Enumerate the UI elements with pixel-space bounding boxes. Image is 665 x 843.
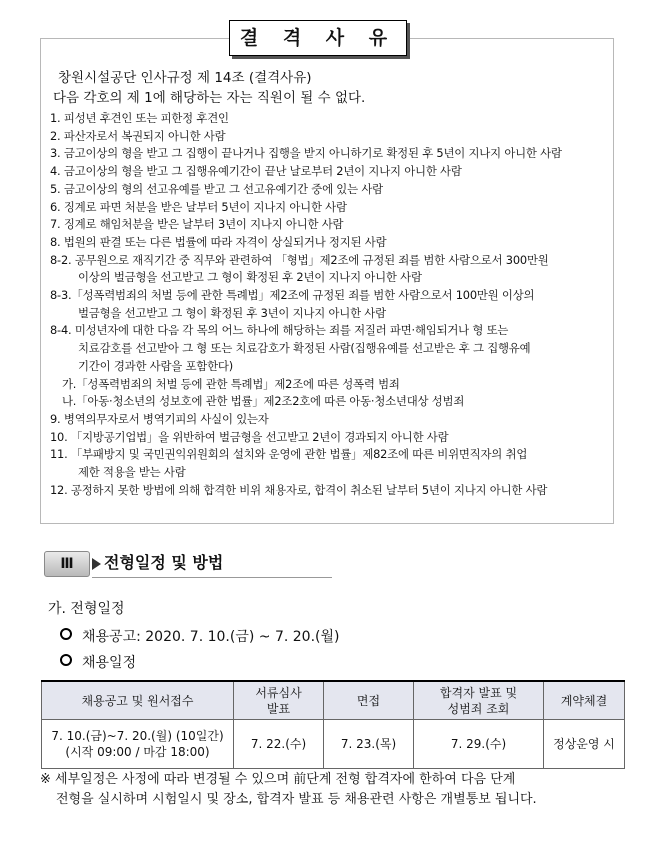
list-item: 10. 「지방공기업법」을 위반하여 벌금형을 선고받고 2년이 경과되지 아니한 사람 xyxy=(50,429,449,444)
section-number: Ⅲ xyxy=(44,551,90,577)
disqualification-title: 결 격 사 유 xyxy=(229,20,407,56)
schedule-subtitle: 가. 전형일정 xyxy=(48,601,125,617)
schedule-table xyxy=(41,680,625,769)
list-item: 1. 피성년 후견인 또는 피한정 후견인 xyxy=(50,111,229,125)
list-item: 7. 징계로 해임처분을 받은 날부터 3년이 지나지 아니한 사람 xyxy=(50,217,344,232)
list-item: 치료감호를 선고받아 그 형 또는 치료감호가 확정된 사람(집행유예를 선고받은 후 그 집행유예 xyxy=(78,341,531,356)
table-cell: 정상운영 시 xyxy=(544,720,625,769)
table-header: 면접 xyxy=(324,681,414,720)
list-item: 2. 파산자로서 복권되지 아니한 사람 xyxy=(50,128,226,143)
section-header xyxy=(44,551,464,577)
list-item: 8-4. 미성년자에 대한 다음 각 목의 어느 하나에 해당하는 죄를 저질러 파면·해임되거나 형 또는 xyxy=(50,323,509,338)
list-item: 이상의 벌금형을 선고받고 그 형이 확정된 후 2년이 지나지 아니한 사람 xyxy=(78,270,422,285)
table-row xyxy=(42,720,625,769)
list-item: 제한 적용을 받는 사람 xyxy=(78,465,186,480)
list-item: 나.「아동·청소년의 성보호에 관한 법률」제2조2호에 따른 아동·청소년대상 성범죄 xyxy=(62,394,465,409)
list-item: 11. 「부패방지 및 국민권익위원회의 설치와 운영에 관한 법률」제82조에 따른 비위면직자의 취업 xyxy=(50,447,528,462)
list-item: 5. 금고이상의 형의 선고유예를 받고 그 선고유예기간 중에 있는 사람 xyxy=(50,181,383,196)
list-item: 가.「성폭력범죄의 처벌 등에 관한 특례법」제2조에 따른 성폭력 범죄 xyxy=(62,376,400,391)
list-item: 8. 법원의 판결 또는 다른 법률에 따라 자격이 상실되거나 정지된 사람 xyxy=(50,234,387,249)
table-header: 합격자 발표 및 성범죄 조회 xyxy=(414,681,544,720)
list-item: 12. 공정하지 못한 방법에 의해 합격한 비위 채용자로, 합격이 취소된 날부터 5년이 지나지 아니한 사람 xyxy=(50,482,548,497)
disqualification-list xyxy=(50,110,610,499)
section-underline xyxy=(92,577,332,578)
list-item: 8-2. 공무원으로 재직기간 중 직무와 관련하여 「형법」제2조에 규정된 죄를 범한 사람으로서 300만원 xyxy=(50,252,549,267)
table-cell: 7. 22.(수) xyxy=(234,720,324,769)
table-header: 계약체결 xyxy=(544,681,625,720)
table-header-row xyxy=(42,681,625,720)
circle-bullet-icon xyxy=(60,628,72,640)
table-header: 채용공고 및 원서접수 xyxy=(42,681,234,720)
table-cell: 7. 29.(수) xyxy=(414,720,544,769)
list-item: 3. 금고이상의 형을 받고 그 집행이 끝나거나 집행을 받지 아니하기로 확정된 후 5년이 지나지 아니한 사람 xyxy=(50,146,562,161)
table-header: 서류심사 발표 xyxy=(234,681,324,720)
list-item: 4. 금고이상의 형을 받고 그 집행유예기간이 끝난 날로부터 2년이 지나지 아니한 사람 xyxy=(50,164,462,179)
list-item: 8-3.「성폭력범죄의 처벌 등에 관한 특례법」제2조에 규정된 죄를 범한 사람으로서 100만원 이상의 xyxy=(50,288,535,303)
bullet-item: 채용공고: 2020. 7. 10.(금) ~ 7. 20.(월) xyxy=(60,626,339,646)
triangle-right-icon xyxy=(92,558,101,570)
regulation-title: 창원시설공단 인사규정 제 14조 (결격사유) xyxy=(58,70,312,86)
table-cell: 7. 10.(금)~7. 20.(월) (10일간) (시작 09:00 / 마감 18:00) xyxy=(42,720,234,769)
list-item: 6. 징계로 파면 처분을 받은 날부터 5년이 지나지 아니한 사람 xyxy=(50,199,347,214)
schedule-note: ※ 세부일정은 사정에 따라 변경될 수 있으며 前단계 전형 합격자에 한하여 다음 단계 전형을 실시하며 시험일시 및 장소, 합격자 발표 등 채용관련 사항은 개별통보 됩니다. xyxy=(40,772,537,807)
table-cell: 7. 23.(목) xyxy=(324,720,414,769)
list-item: 9. 병역의무자로서 병역기피의 사실이 있는자 xyxy=(50,411,269,426)
list-item: 벌금형을 선고받고 그 형이 확정된 후 3년이 지나지 아니한 사람 xyxy=(78,305,386,320)
list-item: 기간이 경과한 사람을 포함한다) xyxy=(78,358,233,373)
bullet-item: 채용일정 xyxy=(60,652,136,672)
circle-bullet-icon xyxy=(60,654,72,666)
regulation-lead: 다음 각호의 제 1에 해당하는 자는 직원이 될 수 없다. xyxy=(53,90,366,106)
section-title: 전형일정 및 방법 xyxy=(104,553,224,572)
